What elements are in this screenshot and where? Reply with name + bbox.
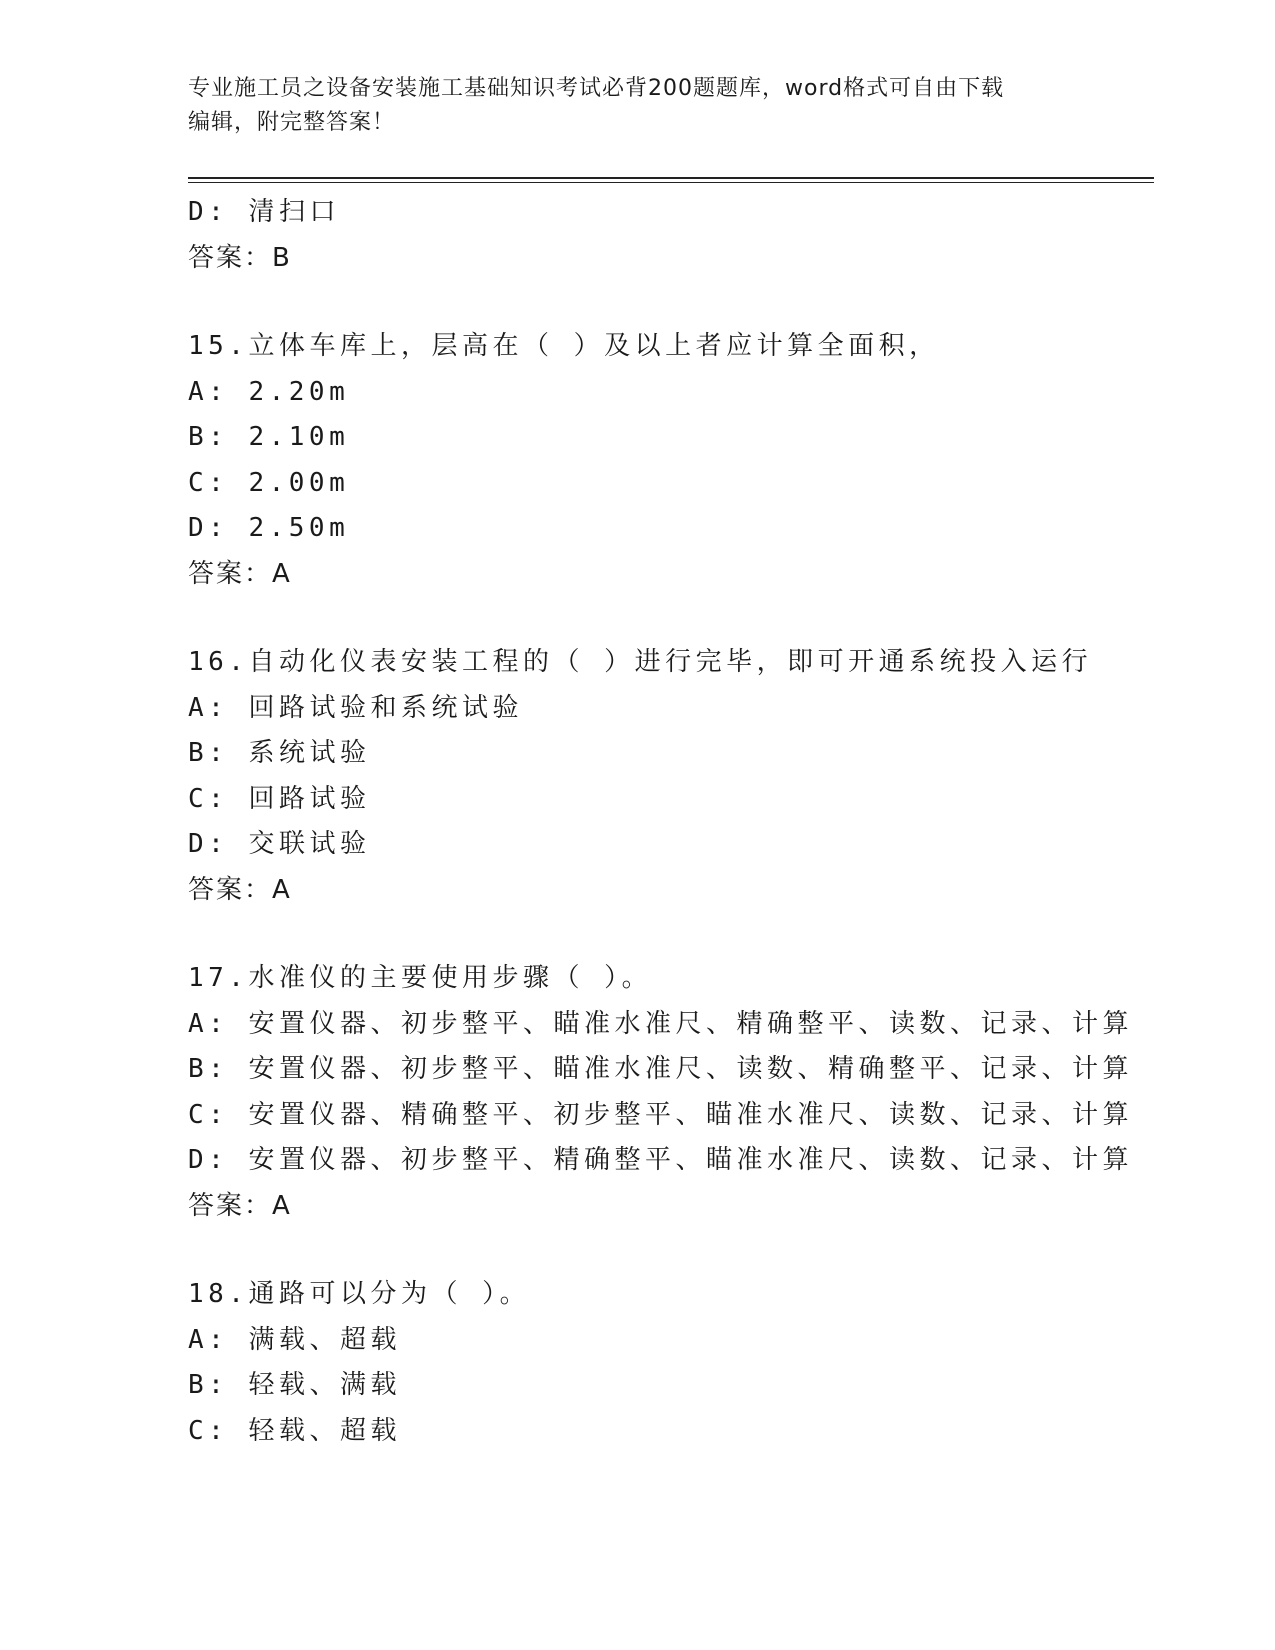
question-block xyxy=(188,1272,1148,1454)
option-line: D: 清扫口 xyxy=(188,197,340,227)
question-block xyxy=(188,956,1148,1229)
header-divider-thin xyxy=(188,182,1154,183)
answer-line: 答案：A xyxy=(188,558,292,589)
option-line: C: 安置仪器、精确整平、初步整平、瞄准水准尺、读数、记录、计算 xyxy=(188,1099,1133,1130)
option-line: C: 回路试验 xyxy=(188,783,371,814)
answer-line: 答案：B xyxy=(188,242,292,273)
option-line: A: 2.20m xyxy=(188,376,350,407)
option-line: A: 安置仪器、初步整平、瞄准水准尺、精确整平、读数、记录、计算 xyxy=(188,1008,1133,1039)
option-line: B: 轻载、满载 xyxy=(188,1370,401,1400)
block-spacer xyxy=(188,1229,1148,1272)
question-text: 18.通路可以分为（ ）。 xyxy=(188,1279,531,1309)
block-spacer xyxy=(188,913,1148,956)
option-line: D: 安置仪器、初步整平、精确整平、瞄准水准尺、读数、记录、计算 xyxy=(188,1145,1133,1175)
question-block xyxy=(188,324,1148,597)
block-spacer xyxy=(188,281,1148,324)
question-text: 15.立体车库上，层高在（ ）及以上者应计算全面积， xyxy=(188,331,940,361)
block-spacer xyxy=(188,597,1148,640)
header-divider-thick xyxy=(188,177,1154,179)
question-block xyxy=(188,190,1148,281)
option-line: C: 轻载、超载 xyxy=(188,1415,401,1446)
question-text: 17.水准仪的主要使用步骤（ ）。 xyxy=(188,963,653,993)
answer-line: 答案：A xyxy=(188,874,292,905)
option-line: C: 2.00m xyxy=(188,467,350,498)
question-text: 16.自动化仪表安装工程的（ ）进行完毕，即可开通系统投入运行 xyxy=(188,647,1093,677)
option-line: D: 2.50m xyxy=(188,513,350,543)
header-title-line-1: 专业施工员之设备安装施工基础知识考试必背200题题库，word格式可自由下载 xyxy=(188,76,1005,101)
option-line: A: 回路试验和系统试验 xyxy=(188,692,523,723)
option-line: D: 交联试验 xyxy=(188,829,371,859)
option-line: B: 2.10m xyxy=(188,422,350,452)
option-line: A: 满载、超载 xyxy=(188,1324,401,1355)
document-header xyxy=(188,72,1088,140)
question-list xyxy=(188,190,1148,1454)
header-title-line-2: 编辑，附完整答案！ xyxy=(188,110,396,135)
option-line: B: 系统试验 xyxy=(188,738,371,768)
option-line: B: 安置仪器、初步整平、瞄准水准尺、读数、精确整平、记录、计算 xyxy=(188,1054,1133,1084)
question-block xyxy=(188,640,1148,913)
answer-line: 答案：A xyxy=(188,1190,292,1221)
